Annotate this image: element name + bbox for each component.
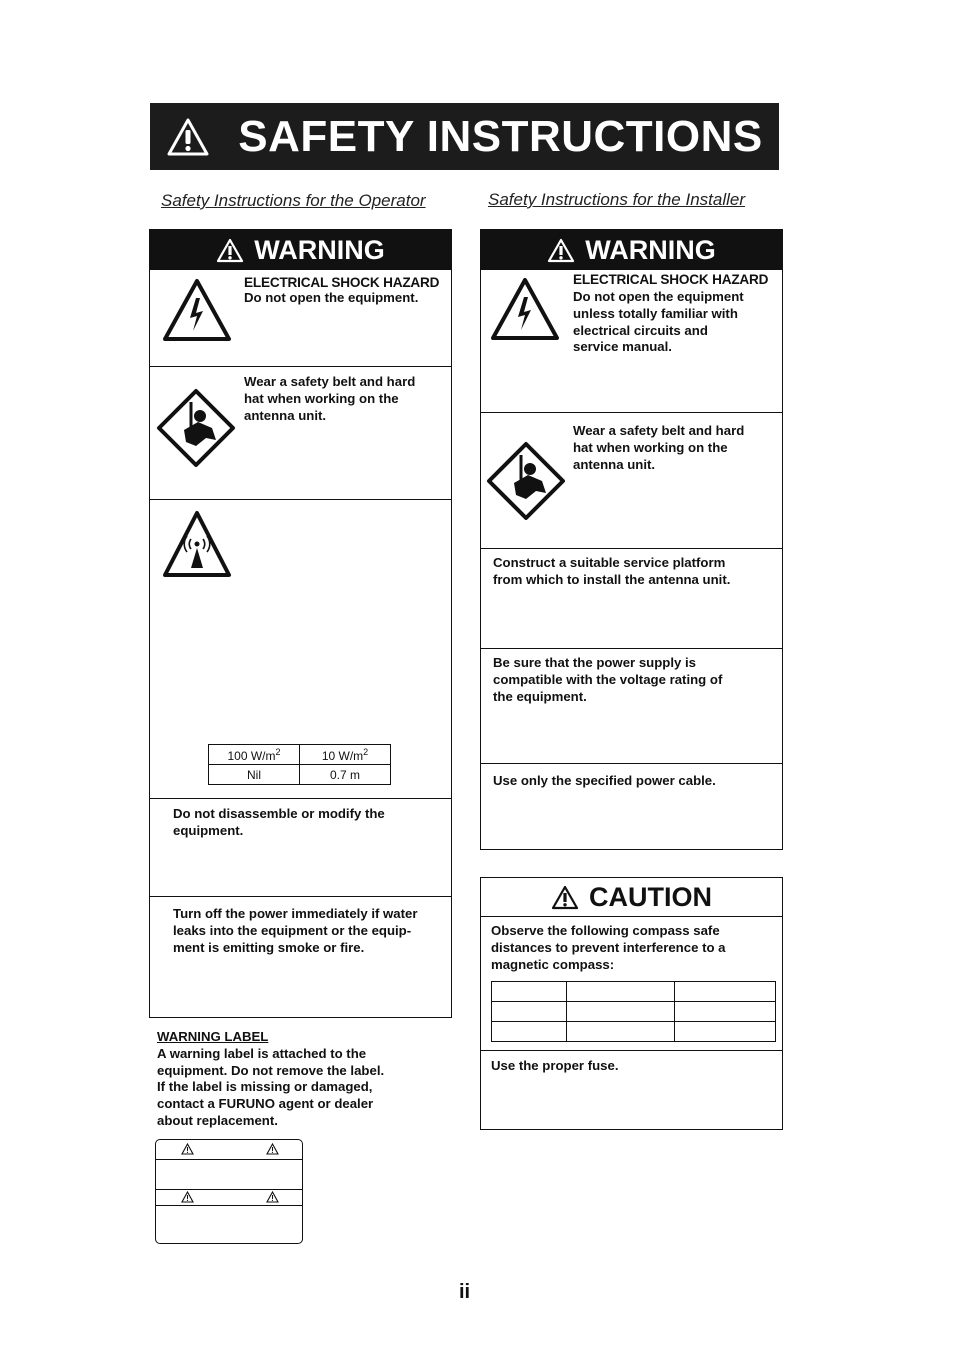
warning-label-heading: WARNING LABEL bbox=[157, 1029, 269, 1044]
warning-label-sticker bbox=[155, 1139, 303, 1244]
divider bbox=[481, 548, 782, 549]
table-cell: Nil bbox=[209, 765, 300, 785]
divider bbox=[150, 896, 451, 897]
warning-triangle-icon bbox=[266, 1143, 279, 1155]
operator-water-text: Turn off the power immediately if water leaks into the equipment or the equip- ment is emitting smoke or fire. bbox=[173, 906, 418, 955]
warning-triangle-icon bbox=[266, 1191, 279, 1203]
installer-subheading: Safety Instructions for the Installer bbox=[488, 190, 746, 209]
divider bbox=[150, 366, 451, 367]
page-number: ii bbox=[459, 1281, 471, 1303]
warning-triangle-icon bbox=[166, 117, 210, 157]
installer-warning-header bbox=[481, 230, 782, 270]
caution-fuse-text: Use the proper fuse. bbox=[491, 1058, 619, 1073]
operator-subheading: Safety Instructions for the Operator bbox=[161, 191, 426, 210]
page-title-bar bbox=[150, 103, 779, 170]
safety-belt-icon bbox=[156, 388, 236, 468]
installer-shock-text: Do not open the equipment unless totally familiar with electrical circuits and service manual. bbox=[573, 289, 744, 355]
installer-warning-title: WARNING bbox=[585, 234, 716, 265]
divider bbox=[481, 1050, 782, 1051]
table-cell: 0.7 m bbox=[300, 765, 391, 785]
warning-label-section bbox=[157, 1029, 384, 1130]
electric-shock-icon bbox=[162, 278, 232, 342]
warning-label-line: equipment. Do not remove the label. bbox=[157, 1062, 385, 1078]
divider bbox=[481, 412, 782, 413]
operator-belt-text: Wear a safety belt and hard hat when working on the antenna unit. bbox=[244, 374, 416, 423]
warning-triangle-icon bbox=[547, 238, 575, 263]
page-title: SAFETY INSTRUCTIONS bbox=[238, 111, 763, 161]
compass-distance-table bbox=[491, 981, 776, 1042]
divider bbox=[150, 499, 451, 500]
rf-distance-table bbox=[208, 744, 391, 785]
warning-label-line: If the label is missing or damaged, bbox=[157, 1079, 373, 1095]
installer-cable-text: Use only the specified power cable. bbox=[493, 773, 716, 788]
caution-box bbox=[480, 877, 783, 1130]
table-cell: 100 $W/m^2$ bbox=[209, 745, 300, 765]
installer-warning-box bbox=[480, 229, 783, 850]
warning-label-line: contact a FURUNO agent or dealer bbox=[157, 1096, 374, 1112]
installer-shock-title: ELECTRICAL SHOCK HAZARD bbox=[573, 272, 769, 287]
divider bbox=[150, 798, 451, 799]
operator-warning-title: WARNING bbox=[254, 234, 385, 265]
warning-triangle-icon bbox=[216, 238, 244, 263]
warning-label-line: about replacement. bbox=[157, 1112, 278, 1128]
divider bbox=[481, 648, 782, 649]
warning-label-line: A warning label is attached to the bbox=[157, 1045, 367, 1061]
caution-title: CAUTION bbox=[589, 881, 712, 912]
safety-belt-icon bbox=[486, 441, 566, 521]
operator-disassemble-text: Do not disassemble or modify the equipment. bbox=[173, 806, 385, 838]
operator-warning-box bbox=[149, 229, 452, 1018]
warning-triangle-icon bbox=[181, 1191, 194, 1203]
installer-power-text: Be sure that the power supply is compatible with the voltage rating of the equipment. bbox=[493, 655, 723, 704]
radio-wave-hazard-icon bbox=[162, 510, 232, 578]
warning-triangle-icon bbox=[181, 1143, 194, 1155]
warning-triangle-icon bbox=[551, 885, 579, 910]
installer-platform-text: Construct a suitable service platform from which to install the antenna unit. bbox=[493, 555, 731, 587]
table-cell: 10 $W/m^2$ bbox=[300, 745, 391, 765]
operator-shock-text: Do not open the equipment. bbox=[244, 290, 419, 305]
divider bbox=[481, 763, 782, 764]
electric-shock-icon bbox=[490, 277, 560, 341]
caution-header bbox=[481, 878, 782, 917]
installer-belt-text: Wear a safety belt and hard hat when working on the antenna unit. bbox=[573, 423, 745, 472]
operator-warning-header bbox=[150, 230, 451, 270]
caution-compass-text: Observe the following compass safe distances to prevent interference to a magnetic compass: bbox=[491, 923, 726, 972]
operator-shock-title: ELECTRICAL SHOCK HAZARD bbox=[244, 275, 440, 290]
